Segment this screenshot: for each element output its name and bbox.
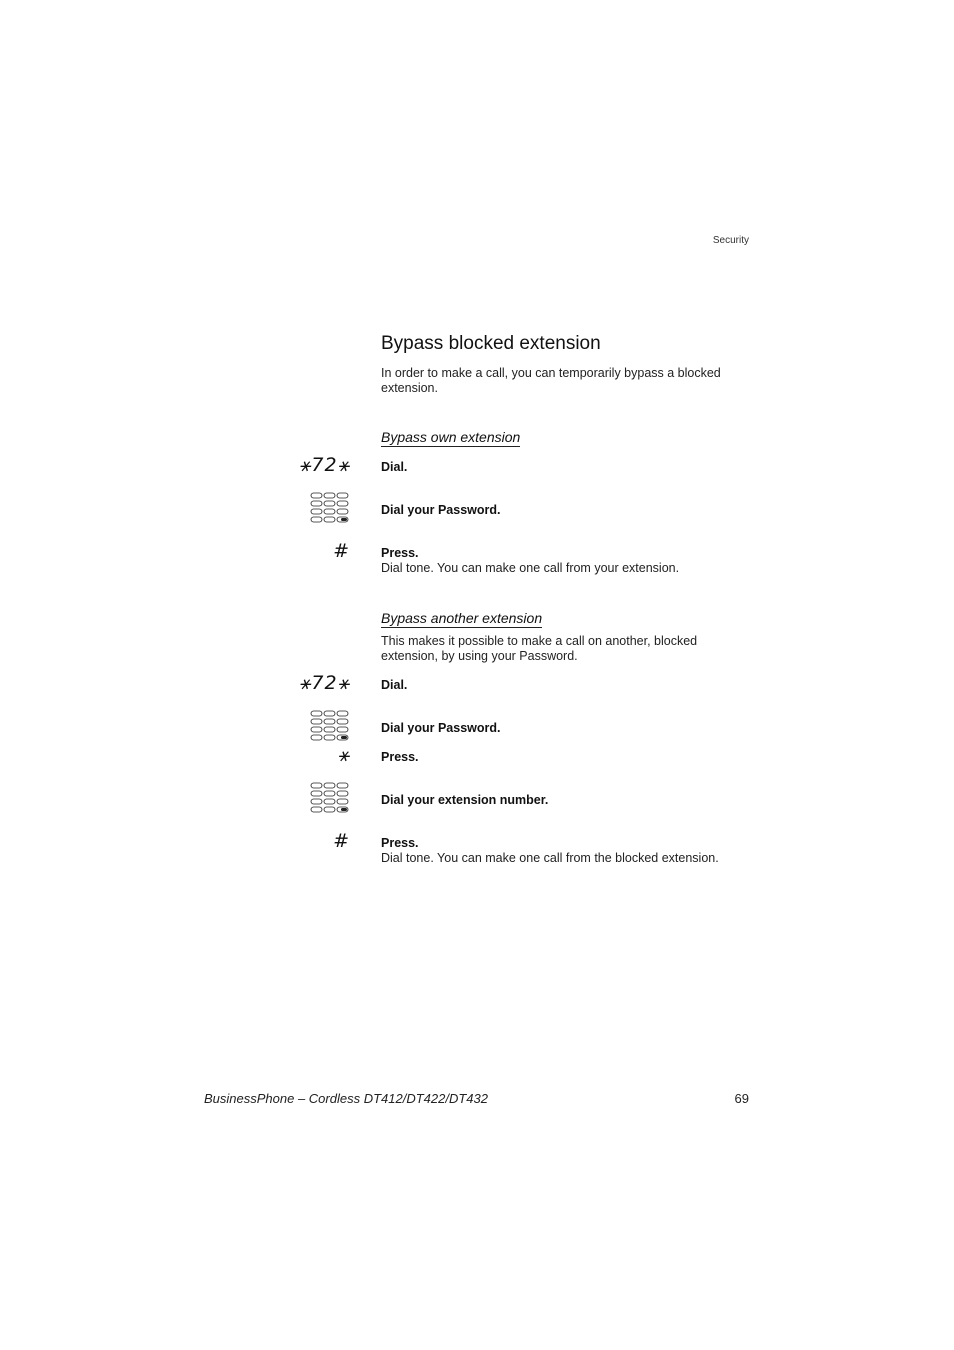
hash-key-icon (333, 540, 350, 562)
step-press-hash-2 (381, 836, 719, 866)
keypad-icon (310, 492, 350, 525)
star-key-icon (338, 744, 350, 766)
keypad-icon-3 (310, 782, 350, 815)
code-star72star-label-2: ⚹72⚹ (299, 672, 350, 694)
step-press-note: Dial tone. You can make one call from your extension. (381, 561, 680, 575)
step-dial: Dial. (381, 460, 408, 474)
code-star72star-icon-2 (299, 672, 350, 694)
step-press-label: Press. (381, 546, 419, 560)
step-dial-2: Dial. (381, 678, 408, 692)
step-press-star: Press. (381, 750, 419, 764)
code-star72star-icon (299, 454, 350, 476)
section-heading-another: Bypass another extension (381, 610, 543, 626)
step-press-hash (381, 546, 679, 576)
section-description: This makes it possible to make a call on another, blocked extension, by using your Password. (381, 634, 698, 663)
step-dial-extension: Dial your extension number. (381, 793, 549, 807)
code-star72star-label: ⚹72⚹ (299, 454, 350, 476)
step-press-note-2: Dial tone. You can make one call from the blocked extension. (381, 851, 719, 865)
step-press-label-2: Press. (381, 836, 419, 850)
step-dial-password: Dial your Password. (381, 503, 501, 517)
section-heading-own: Bypass own extension (381, 429, 521, 445)
hash-key-label-2: # (333, 830, 350, 852)
hash-key-label: # (333, 540, 350, 562)
footer-product: BusinessPhone – Cordless DT412/DT422/DT432 (204, 1091, 488, 1106)
step-dial-password-2: Dial your Password. (381, 721, 501, 735)
page-number: 69 (734, 1091, 749, 1106)
hash-key-icon-2 (333, 830, 350, 852)
running-header: Security (712, 235, 749, 246)
page-title: Bypass blocked extension (381, 333, 601, 354)
keypad-icon-2 (310, 710, 350, 743)
intro-paragraph: In order to make a call, you can temporarily bypass a blocked extension. (381, 366, 721, 395)
star-key-label: ⚹ (337, 744, 350, 766)
